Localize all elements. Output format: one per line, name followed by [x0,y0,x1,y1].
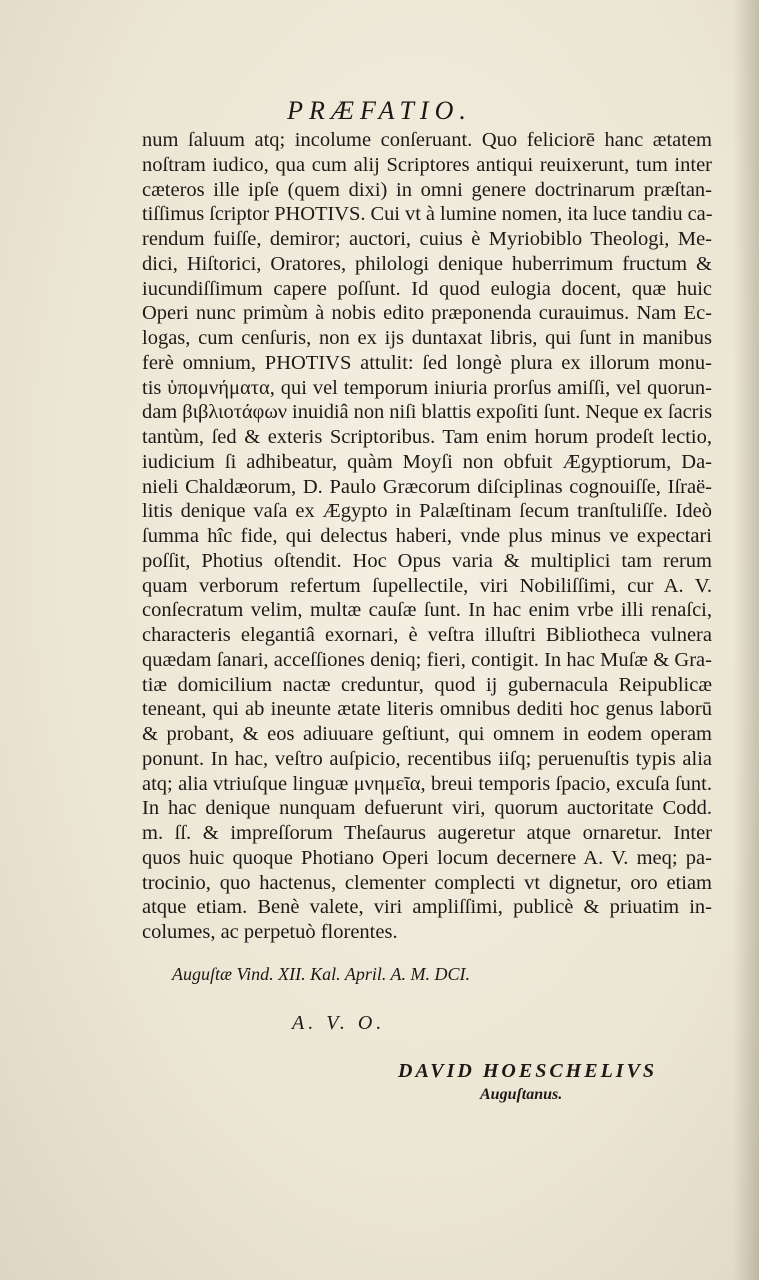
preface-body [142,128,712,945]
address-abbreviation: A. V. O. [292,1012,386,1034]
text-line: tantùm, ſed & exteris Scriptoribus. Tam enim horum prodeſt lectio, [142,426,712,448]
signature-origin: Auguſtanus. [480,1086,563,1103]
text-line: noſtram iudico, qua cum alij Scriptores antiqui reuixerunt, tum inter [142,153,712,176]
text-line: litis denique vaſa ex Ægypto in Palæſtinam ſecum tranſtuliſſe. Ideò [142,500,712,523]
date-line: Auguſtæ Vind. XII. Kal. April. A. M. DCI. [172,964,470,984]
text-line: poſſit, Photius oſtendit. Hoc Opus varia & multiplici tam rerum [142,549,712,572]
text-line: quos huic quoque Photiano Operi locum decernere A. V. meq; pa- [142,846,712,869]
text-line: dici, Hiſtorici, Oratores, philologi denique huberrimum fructum & [142,252,712,275]
running-head: PRÆFATIO. [287,96,472,125]
text-line: num ſaluum atq; incolume conſeruant. Quo feliciorē hanc ætatem [142,129,712,151]
text-line: In hac denique nunquam defuerunt viri, quorum auctoritate Codd. [142,797,712,820]
text-line: Operi nunc primùm à nobis edito præponenda curauimus. Nam Ec- [142,302,712,325]
text-line: tiæ domicilium nactæ creduntur, quod ij gubernacula Reipublicæ [142,673,712,696]
text-line: cæteros ille ipſe (quem dixi) in omni genere doctrinarum præſtan- [142,178,712,201]
text-line: ponunt. In hac, veſtro auſpicio, recentibus iiſq; peruenuſtis typis alia [142,747,712,770]
text-line: dam βιβλιοτάφων inuidiâ non niſi blattis expoſiti ſunt. Neque ex ſacris [142,401,712,424]
text-line: tis ὑπομνήματα, qui vel temporum iniuria prorſus amiſſi, vel quorun- [142,376,712,399]
text-line: quam verborum refertum ſupellectile, viri Nobiliſſimi, cur A. V. [142,574,712,597]
text-line: atque etiam. Benè valete, viri ampliſſimi, publicè & priuatim in- [142,896,712,919]
text-line: m. ſſ. & impreſſorum Theſaurus augeretur atque ornaretur. Inter [142,822,712,844]
text-line: iucundiſſimum capere poſſunt. Id quod eulogia docent, quæ huic [142,277,712,300]
text-line: ferè omnium, PHOTIVS attulit: ſed longè plura ex illorum monu- [142,351,712,374]
text-line: ſumma hîc fide, qui delectus haberi, vnde plus minus ve expectari [142,525,712,547]
text-line: quædam ſanari, acceſſiones deniq; fieri, contigit. In hac Muſæ & Gra- [142,648,712,671]
text-line: trocinio, quo hactenus, clementer complecti vt dignetur, oro etiam [142,871,712,894]
text-line: columes, ac perpetuò florentes. [142,921,398,943]
signature-name: DAVID HOESCHELIVS [398,1060,658,1082]
text-line: iudicium ſi adhibeatur, quàm Moyſi non obfuit Ægyptiorum, Da- [142,450,712,473]
text-line: logas, cum cenſuris, non ex ijs duntaxat libris, qui ſunt in manibus [142,327,712,349]
text-line: nieli Chaldæorum, D. Paulo Græcorum diſciplinas cognouiſſe, Iſraë- [142,475,712,498]
text-line: teneant, qui ab ineunte ætate literis omnibus dediti hoc genus laborū [142,698,712,721]
text-line: & probant, & eos adiuuare geſtiunt, qui omnem in eodem operam [142,723,712,745]
text-line: conſecratum velim, multæ cauſæ ſunt. In hac enim vrbe illi renaſci, [142,599,712,622]
text-line: rendum fuiſſe, demiror; auctori, cuius è Myriobiblo Theologi, Me- [142,228,712,250]
page-gutter-shadow [733,0,759,1280]
text-line: atq; alia vtriuſque linguæ μνημεῖα, breui temporis ſpacio, excuſa ſunt. [142,772,712,795]
text-line: tiſſimus ſcriptor PHOTIVS. Cui vt à lumine nomen, ita luce tandiu ca- [142,203,713,226]
text-line: characteris elegantiâ exornari, è veſtra illuſtri Bibliotheca vulnera [142,624,712,646]
